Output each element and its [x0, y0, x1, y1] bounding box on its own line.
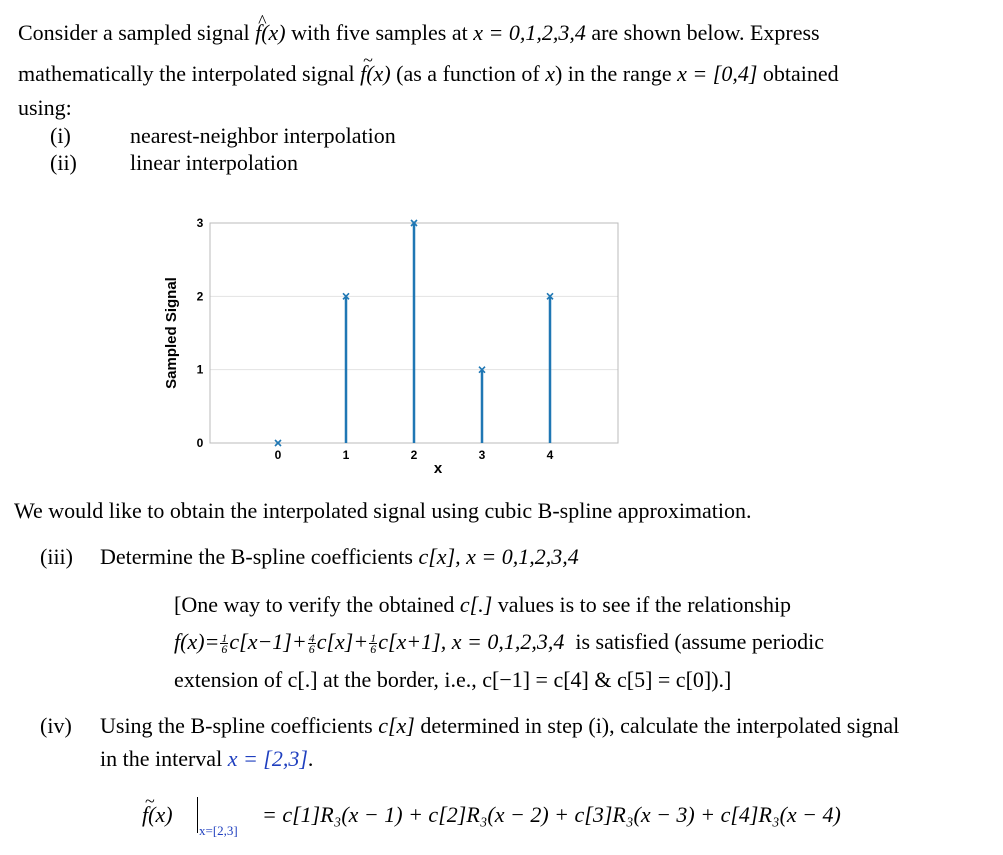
problem-line-1: [18, 20, 820, 46]
note-text-1: [One way to verify the obtained: [174, 592, 455, 617]
problem-line-2: [18, 61, 839, 87]
plot-area: [163, 216, 618, 477]
item-iii-number: (iii): [40, 544, 73, 569]
interval-expr: x = [2,3]: [227, 746, 308, 771]
note-line-1: [174, 592, 791, 618]
note-line-2: [174, 629, 824, 655]
text-line-2c: ) in the range: [554, 61, 672, 86]
text-line-2b: (as a function of: [396, 61, 540, 86]
text-using: using:: [18, 95, 72, 120]
range-expr: x = [0,4]: [677, 61, 758, 86]
c-x-symbol: c[x]: [378, 713, 415, 738]
spline-formula: = c[1]R₃(x − 1) + c[2]R₃(x − 2) + c[3]R₃(x − 3) + c[4]R₃(x − 4): [262, 802, 841, 827]
eval-subscript: x=[2,3]: [199, 823, 238, 838]
item-iv-text-2: in the interval: [100, 746, 223, 771]
text-intro-1a: Consider a sampled signal: [18, 20, 250, 45]
item-iv-line-2: in the interval x = [2,3].: [100, 746, 314, 771]
item-ii-number: (ii): [50, 150, 77, 175]
y-tick-label: 0: [196, 436, 204, 450]
x-symbol: x: [545, 61, 555, 86]
text-line-2a: mathematically the interpolated signal: [18, 61, 355, 86]
note-text-2: is satisfied (assume periodic: [575, 629, 824, 654]
item-i-text: nearest-neighbor interpolation: [130, 123, 396, 148]
text-line-2d: obtained: [762, 61, 839, 86]
samples-expr: x = 0,1,2,3,4: [473, 20, 586, 45]
y-tick-label: 2: [196, 289, 204, 304]
y-tick-label: 3: [196, 216, 204, 230]
item-iii-line: [100, 544, 579, 570]
eval-lhs: ~ f(x): [142, 802, 173, 828]
interpolated-signal-symbol: ~ f(x): [360, 61, 391, 86]
x-tick-label: 1: [342, 448, 350, 462]
item-iv-text: Using the B-spline coefficients: [100, 713, 373, 738]
sampled-signal-symbol: ^ f(x): [255, 20, 286, 45]
note-text-1b: values is to see if the relationship: [497, 592, 792, 617]
item-iii-text: Determine the B-spline coefficients: [100, 544, 413, 569]
sampled-signal-chart: [150, 205, 630, 485]
item-i-number: (i): [50, 123, 71, 148]
x-tick-label: 4: [546, 448, 554, 462]
item-iii-math: c[x], x = 0,1,2,3,4: [418, 544, 579, 569]
item-iv-line-1: [100, 713, 899, 739]
x-tick-label: 2: [410, 448, 418, 462]
item-iv-number: (iv): [40, 713, 72, 738]
x-tick-label: 0: [274, 448, 282, 462]
y-axis-label: Sampled Signal: [163, 277, 180, 389]
x-tick-label: 3: [478, 448, 486, 462]
item-iv-text-b: determined in step (i), calculate the interpolated signal: [420, 713, 900, 738]
x-axis-label: x: [433, 460, 443, 477]
text-intro-1b: with five samples at: [291, 20, 468, 45]
text-intro-1c: are shown below. Express: [591, 20, 820, 45]
item-ii-text: linear interpolation: [130, 150, 298, 175]
c-dot-symbol: c[.]: [459, 592, 493, 617]
bspline-intro: We would like to obtain the interpolated signal using cubic B-spline approximation.: [14, 498, 752, 523]
evaluation-bar: [197, 797, 198, 833]
y-tick-label: 1: [196, 362, 204, 377]
note-text-3: extension of c[.] at the border, i.e., c[−1] = c[4] & c[5] = c[0]).]: [174, 667, 732, 692]
verification-formula: f(x)= $\frac{1}{6}$ c[x−1]+ $\frac{4}{6}$ c[x]+ $\frac{1}{6}$ c[x+1], x = 0,1,2,3,4: [174, 629, 565, 657]
